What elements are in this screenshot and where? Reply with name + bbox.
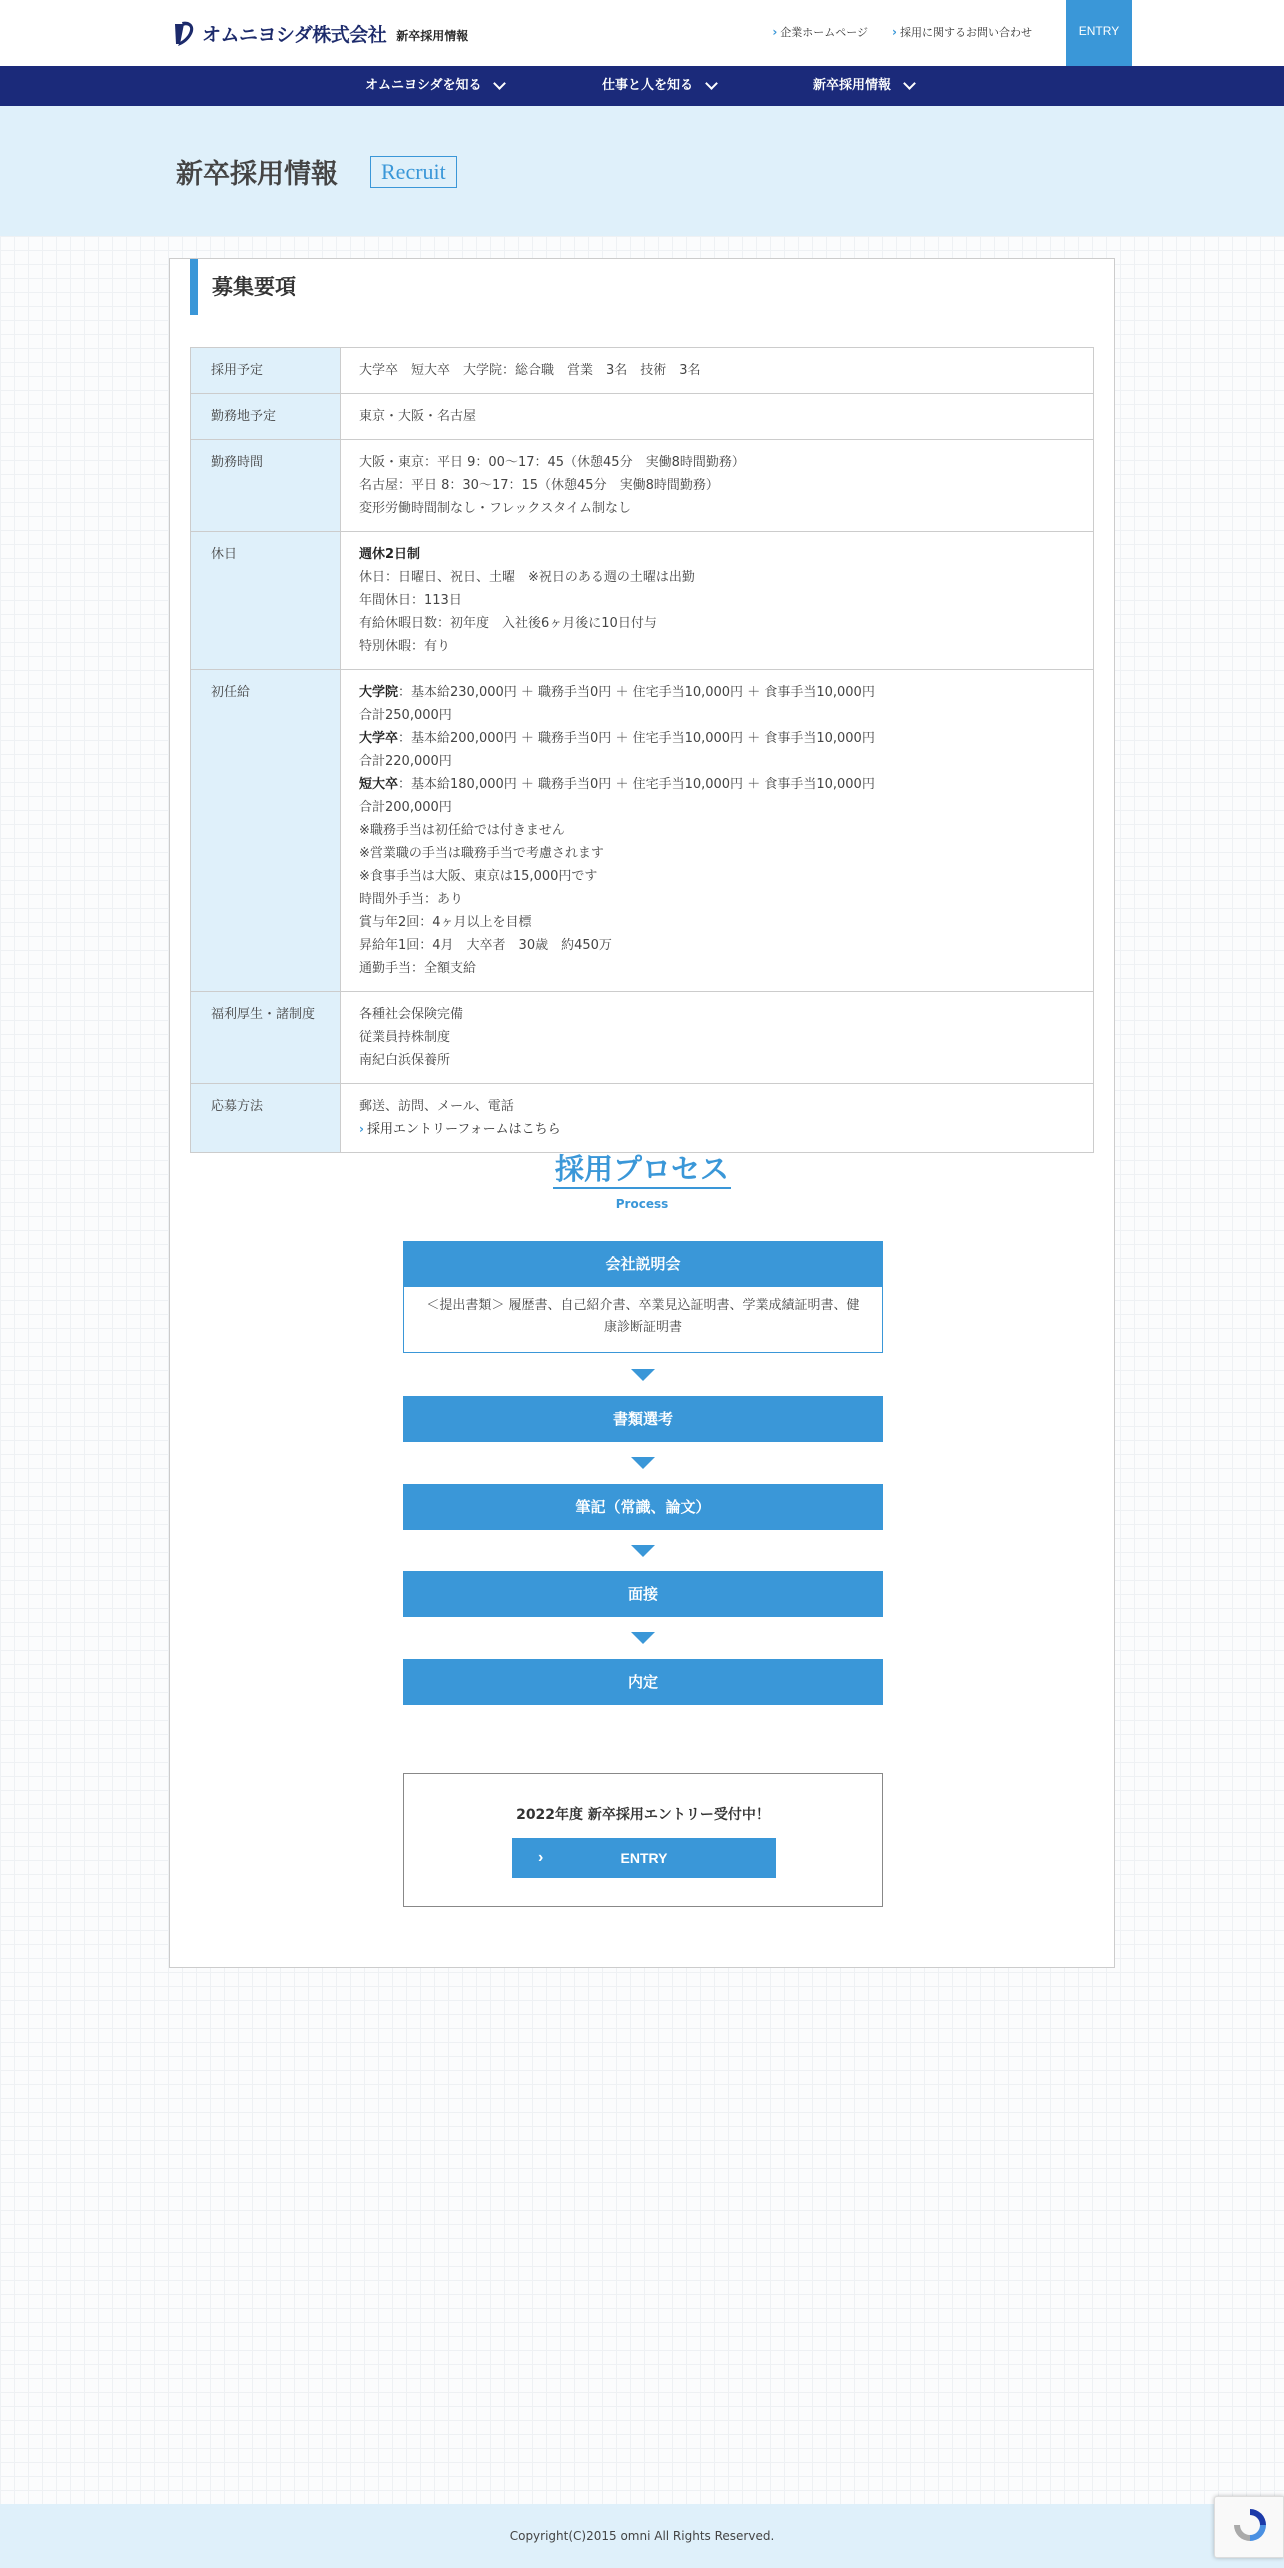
global-nav [0,66,1284,106]
process-title-wrap [170,1151,1114,1189]
value-line [359,681,1075,704]
row-label: 初任給 [191,670,341,992]
entry-box [403,1773,883,1907]
chevron-down-icon [705,77,718,90]
arrow-down-icon [631,1545,655,1557]
table-row [191,992,1094,1084]
row-label: 勤務時間 [191,440,341,532]
row-value [341,348,1094,394]
chevron-right-icon: › [892,25,897,39]
value-line: ※職務手当は初任給では付きません [359,823,565,838]
entry-header-button[interactable]: ENTRY [1066,0,1132,66]
process-step-screening: 書類選考 [403,1396,883,1442]
salary-head: 大学卒 [359,731,399,746]
value-line: 郵送、訪問、メール、電話 [359,1099,514,1114]
salary-head: 大学院 [359,685,399,700]
row-value [341,992,1094,1084]
value-line [359,773,1075,796]
salary-head: 短大卒 [359,777,399,792]
value-line: 昇給年1回：4月 大卒者 30歳 約450万 [359,938,612,953]
row-value [341,670,1094,992]
requirements-table [190,347,1094,1153]
nav-item-about[interactable] [365,66,504,106]
value-line: 名古屋：平日 8：30～17：15（休憩45分 実働8時間勤務） [359,478,719,493]
site-header [0,0,1284,66]
value-line: 賞与年2回：4ヶ月以上を目標 [359,915,532,930]
row-value [341,1084,1094,1153]
row-label: 休日 [191,532,341,670]
process-subtitle: Process [615,1197,669,1211]
arrow-down-icon [631,1632,655,1644]
row-label: 勤務地予定 [191,394,341,440]
salary-text: ：基本給230,000円 ＋ 職務手当0円 ＋ 住宅手当10,000円 ＋ 食事手当10,000円 [398,685,875,700]
process-step-offer: 内定 [403,1659,883,1705]
value-line-bold: 週休2日制 [359,547,421,562]
process-step-written: 筆記（常識、論文） [403,1484,883,1530]
salary-text: ：基本給180,000円 ＋ 職務手当0円 ＋ 住宅手当10,000円 ＋ 食事手当10,000円 [398,777,875,792]
value-line [359,727,1075,750]
recaptcha-icon [1230,2505,1270,2545]
salary-total: 合計220,000円 [359,754,452,769]
value-line: 南紀白浜保養所 [359,1053,451,1068]
salary-total: 合計200,000円 [359,800,452,815]
table-row [191,532,1094,670]
copyright: Copyright(C)2015 omni All Rights Reserved. [509,2529,775,2543]
process-step-interview: 面接 [403,1571,883,1617]
salary-text: ：基本給200,000円 ＋ 職務手当0円 ＋ 住宅手当10,000円 ＋ 食事手当10,000円 [398,731,875,746]
table-row [191,394,1094,440]
logo-mark-icon [172,18,198,48]
table-row [191,348,1094,394]
row-label: 応募方法 [191,1084,341,1153]
value-line: 有給休暇日数：初年度 入社後6ヶ月後に10日付与 [359,616,657,631]
row-label: 福利厚生・諸制度 [191,992,341,1084]
entry-button[interactable] [512,1838,776,1878]
main-content [169,258,1115,1968]
row-label: 採用予定 [191,348,341,394]
value-line: 通勤手当：全額支給 [359,961,477,976]
chevron-down-icon [903,77,916,90]
value-line: ※食事手当は大阪、東京は15,000円です [359,869,598,884]
chevron-right-icon: › [359,1122,364,1136]
value-line: 年間休日：113日 [359,593,462,608]
value-line: 東京・大阪・名古屋 [359,409,477,424]
requirements-title: 募集要項 [190,259,296,315]
arrow-down-icon [631,1369,655,1381]
page-badge: Recruit [370,156,457,188]
table-row [191,670,1094,992]
page-title: 新卒採用情報 [176,159,338,190]
row-value [341,394,1094,440]
value-line: 休日：日曜日、祝日、土曜 ※祝日のある週の土曜は出勤 [359,570,695,585]
corporate-home-label: 企業ホームページ [780,26,869,39]
table-row [191,1084,1094,1153]
nav-item-recruit[interactable] [813,66,914,106]
nav-item-work[interactable] [602,66,716,106]
nav-item-about-label: オムニヨシダを知る [365,78,482,93]
salary-total: 合計250,000円 [359,708,452,723]
process-step-briefing: 会社説明会 [403,1241,883,1287]
row-value [341,440,1094,532]
value-line: 大阪・東京：平日 9：00～17：45（休憩45分 実働8時間勤務） [359,455,745,470]
entry-button-label: ENTRY [620,1850,668,1866]
logo-text: オムニヨシダ株式会社 [202,23,387,46]
value-line: 時間外手当：あり [359,892,464,907]
value-line: 大学卒 短大卒 大学院：総合職 営業 3名 技術 3名 [359,363,701,378]
nav-item-work-label: 仕事と人を知る [602,78,694,93]
logo[interactable] [172,16,468,50]
process-step-note: ＜提出書類＞ 履歴書、自己紹介書、卒業見込証明書、学業成績証明書、健康診断証明書 [403,1287,883,1353]
nav-item-recruit-label: 新卒採用情報 [813,78,892,93]
top-links [772,24,1032,40]
value-line: 変形労働時間制なし・フレックスタイム制なし [359,501,631,516]
process-title: 採用プロセス [553,1151,731,1189]
table-row [191,440,1094,532]
value-line: 特別休暇：有り [359,639,451,654]
corporate-home-link[interactable] [772,24,868,40]
chevron-right-icon: › [772,25,778,39]
page-header [0,106,1284,236]
entry-form-link-label: 採用エントリーフォームはこちら [366,1122,561,1137]
entry-box-text: 2022年度 新卒採用エントリー受付中！ [516,1807,770,1823]
logo-sub: 新卒採用情報 [396,28,469,43]
value-line: 従業員持株制度 [359,1030,451,1045]
chevron-down-icon [494,77,507,90]
row-value [341,532,1094,670]
contact-link[interactable] [892,24,1032,40]
arrow-down-icon [631,1457,655,1469]
entry-form-link[interactable] [359,1118,1075,1141]
recaptcha-badge[interactable] [1214,2496,1284,2558]
footer [0,2504,1284,2568]
value-line: ※営業職の手当は職務手当で考慮されます [359,846,604,861]
contact-label: 採用に関するお問い合わせ [900,26,1032,39]
chevron-right-icon: › [538,1849,544,1866]
value-line: 各種社会保険完備 [359,1007,464,1022]
